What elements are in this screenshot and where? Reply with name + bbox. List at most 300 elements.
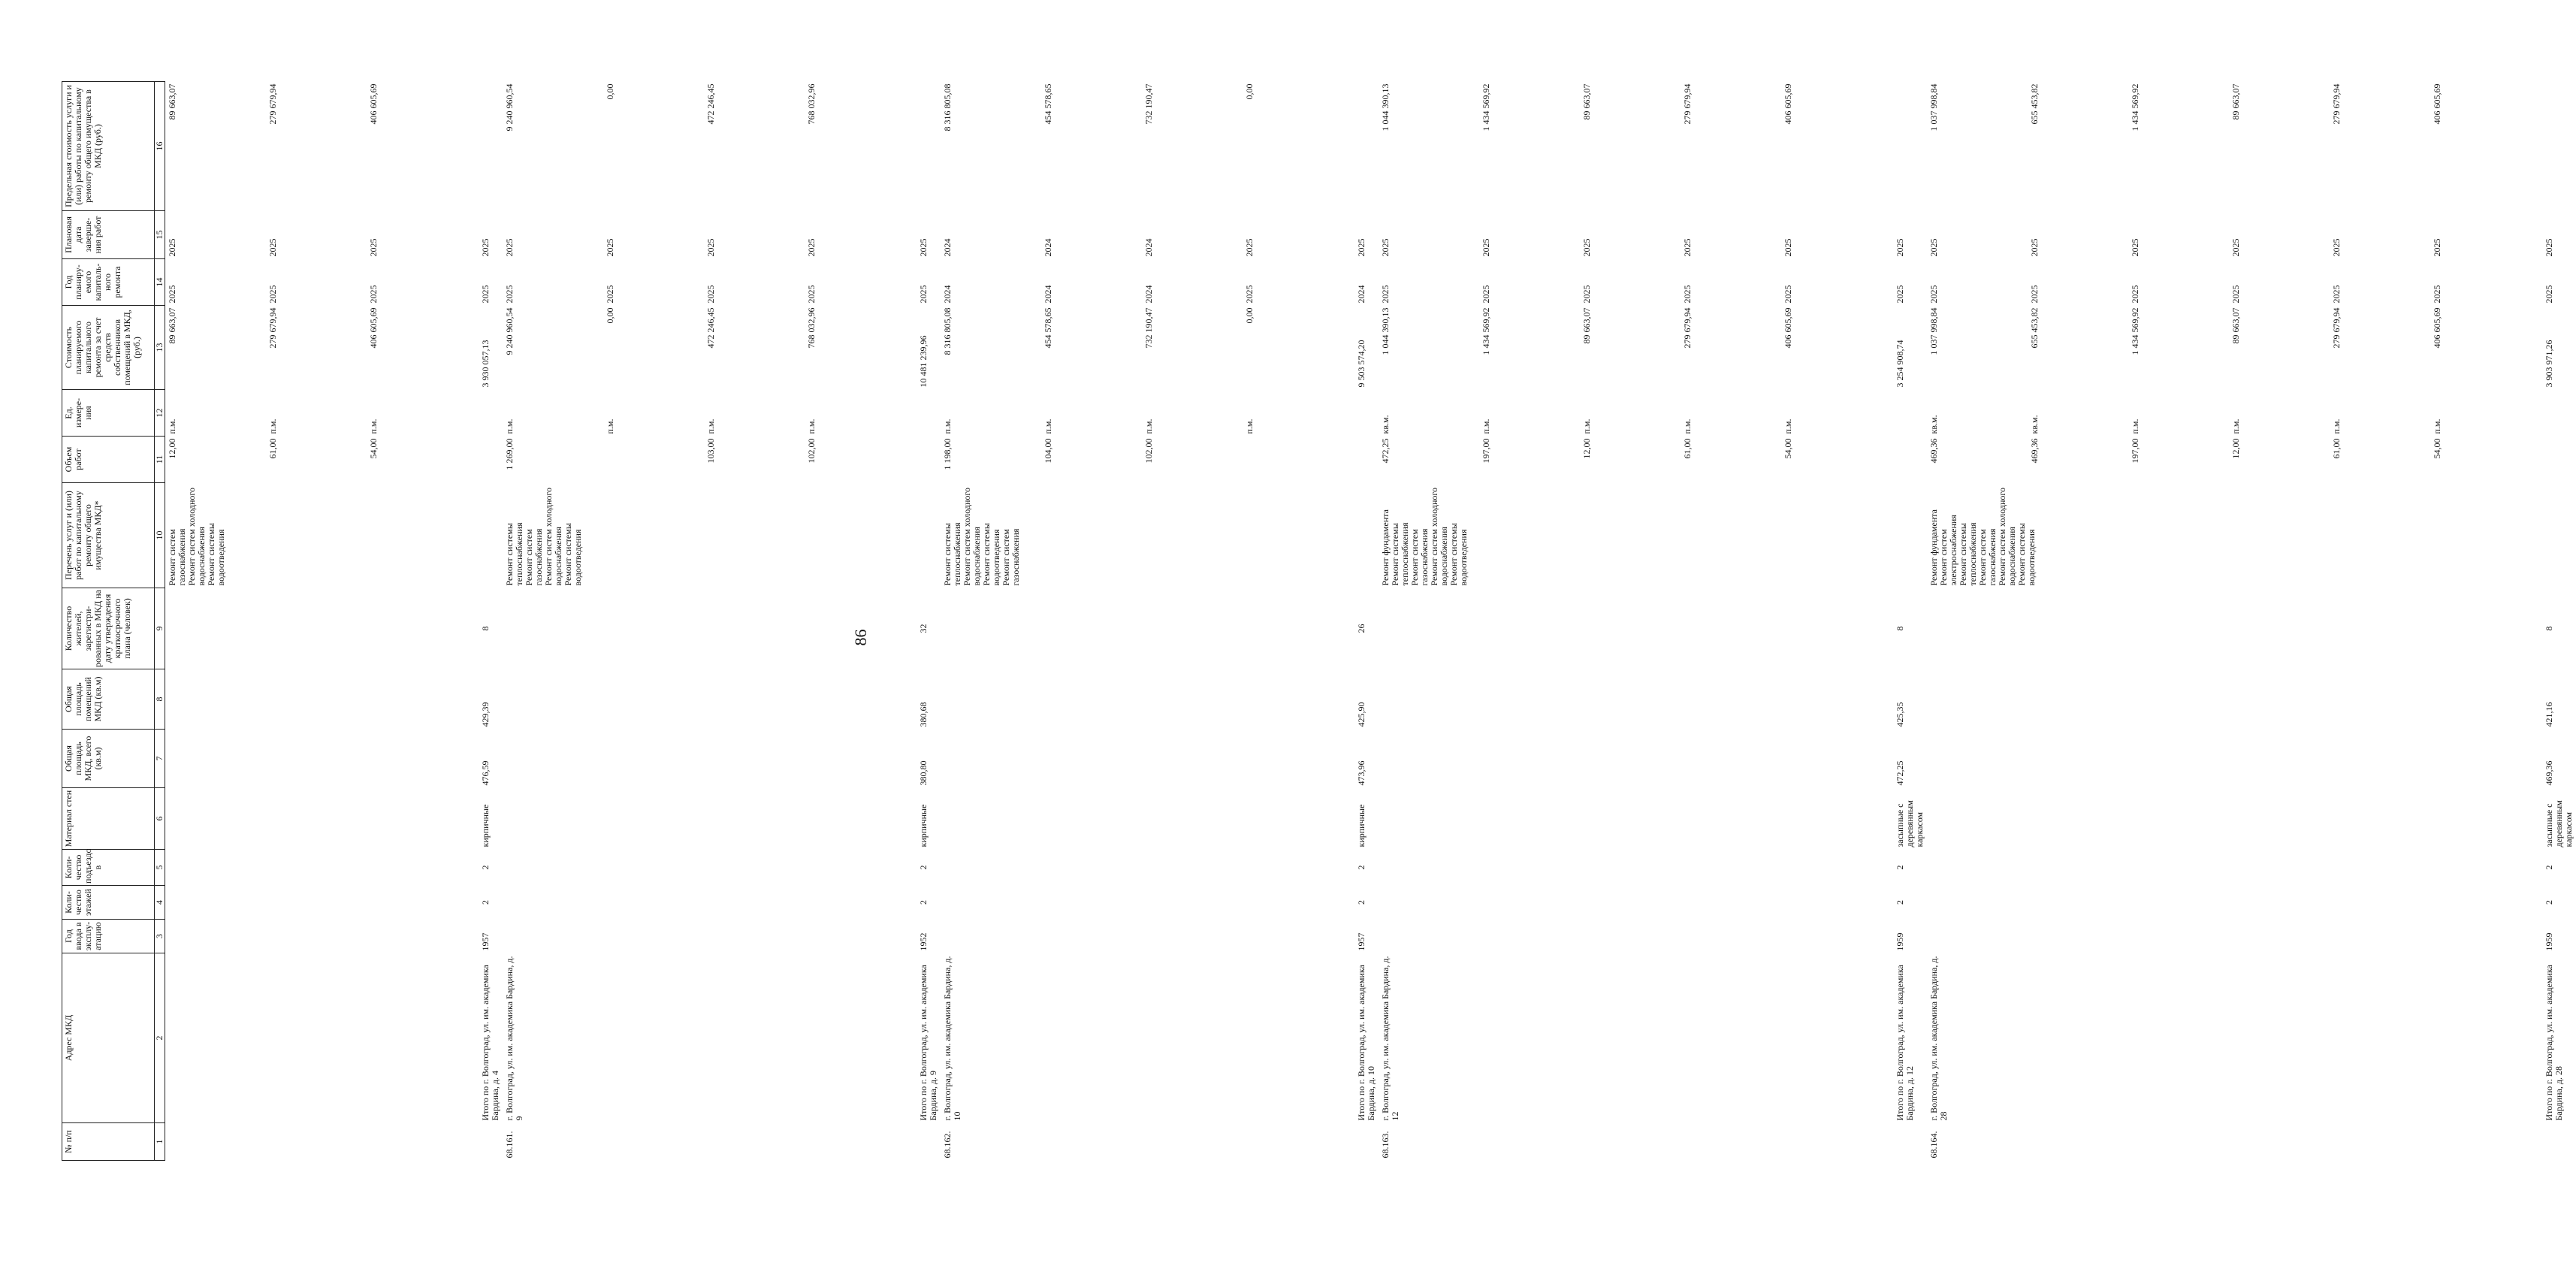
work-plan-year: 2024 (1043, 285, 1053, 304)
work-unit-column (941, 390, 1348, 437)
work-volume: 61,00 (1682, 438, 1693, 459)
empty-cell (1927, 730, 2535, 788)
empty-cell (165, 588, 473, 669)
total-address: Итого по г. Волгоград, ул. им. академика Бардина, д. 4 (480, 965, 500, 1121)
floors: 2 (2544, 900, 2554, 905)
area-rooms: 421,16 (2544, 702, 2554, 727)
works-cell (1348, 483, 1379, 588)
work-end-year: 2025 (2331, 238, 2342, 257)
work-limit-cost: 0,00 (1244, 83, 1255, 100)
work-volume: 1 269,00 (504, 438, 515, 470)
residents: 8 (480, 626, 491, 631)
work-name: Ремонт систем холодного водоснабжения (962, 487, 982, 586)
work-end-year-column (1927, 211, 2535, 259)
work-end-year: 2024 (1143, 238, 1154, 257)
plan-year: 2025 (480, 285, 491, 304)
limit-cell (910, 82, 941, 211)
work-unit-column (1927, 390, 2535, 437)
work-volume: 61,00 (267, 438, 278, 459)
work-volume: 197,00 (2130, 438, 2140, 464)
work-unit-column (503, 390, 910, 437)
empty-cell (503, 730, 910, 788)
year-built: 1957 (1356, 932, 1367, 951)
empty-cell (1379, 588, 1886, 669)
total-row (472, 82, 503, 1161)
table-body (165, 82, 2576, 1161)
work-limit-cost-column (503, 82, 910, 211)
empty-cell (1379, 920, 1886, 953)
work-plan-year: 2025 (1682, 285, 1693, 304)
col-header-area-total: Общая площадь МКД, всего (кв.м) (62, 730, 155, 788)
work-volume: 12,00 (2230, 438, 2241, 459)
work-end-year: 2025 (1682, 238, 1693, 257)
work-end-year: 2025 (2029, 238, 2040, 257)
work-cost: 89 663,07 (167, 307, 177, 344)
residents: 8 (2544, 626, 2554, 631)
work-volume: 54,00 (1783, 438, 1793, 459)
work-plan-year-column (503, 259, 910, 306)
work-end-year-column (1379, 211, 1886, 259)
building-address: г. Волгоград, ул. им. академика Бардина, д. 9 (504, 956, 524, 1121)
work-cost-column (503, 306, 910, 390)
work-unit: п.м. (504, 418, 515, 434)
empty-cell (503, 850, 910, 886)
end-year: 2025 (1356, 238, 1367, 257)
empty-cell (165, 920, 473, 953)
col-header-floors: Коли-чество этажей (62, 886, 155, 920)
col-header-cost: Стоимость планируемого капитального ремонта за счет средств собственников помещений в МКД, (руб.) (62, 306, 155, 390)
work-name: Ремонт систем холодного водоснабжения (543, 487, 563, 586)
work-cost: 279 679,94 (2331, 307, 2342, 349)
work-name: Ремонт системы водоотведения (981, 523, 1001, 586)
work-unit: п.м. (167, 418, 177, 434)
work-volume: 102,00 (1143, 438, 1154, 464)
work-name: Ремонт систем газоснабжения (1001, 528, 1021, 586)
total-cost: 3 930 057,13 (480, 340, 491, 388)
col-number: 9 (155, 588, 165, 669)
work-end-year: 2025 (1481, 238, 1491, 257)
work-limit-cost-column (941, 82, 1348, 211)
wall-material: кирпичные (1356, 804, 1367, 847)
col-header-volume: Объем работ (62, 437, 155, 483)
header-row (62, 82, 155, 1161)
work-unit: п.м. (605, 418, 615, 434)
work-volume: 104,00 (1043, 438, 1053, 464)
work-volume: 102,00 (806, 438, 817, 464)
work-limit-cost: 0,00 (605, 83, 615, 100)
work-unit: п.м. (2331, 418, 2342, 434)
work-end-year-column (503, 211, 910, 259)
work-limit-cost: 9 240 960,54 (504, 83, 515, 131)
empty-cell (165, 730, 473, 788)
total-address: Итого по г. Волгоград, ул. им. академика Бардина, д. 9 (918, 965, 938, 1121)
work-unit: кв.м. (2029, 415, 2040, 434)
col-header-limit-cost: Предельная стоимость услуги и (или) работы по капитальному ремонту общего имущества в МКД (руб.) (62, 82, 155, 211)
col-number: 6 (155, 788, 165, 850)
plan-year: 2025 (918, 285, 929, 304)
empty-cell (1927, 788, 2535, 850)
work-limit-cost: 89 663,07 (1581, 83, 1592, 120)
empty-cell (1379, 886, 1886, 920)
work-cost-column (165, 306, 473, 390)
empty-cell (503, 920, 910, 953)
col-number: 16 (155, 82, 165, 211)
col-header-plan-year: Год планиру-емого капиталь-ного ремонта (62, 259, 155, 306)
work-name-column (503, 483, 910, 588)
work-unit: п.м. (1043, 418, 1053, 434)
work-volume: 469,36 (2029, 438, 2040, 464)
work-volume (1245, 439, 1345, 481)
work-plan-year: 2024 (1143, 285, 1154, 304)
work-unit: п.м. (2130, 418, 2140, 434)
work-end-year: 2025 (705, 238, 716, 257)
total-address: Итого по г. Волгоград, ул. им. академика Бардина, д. 12 (1895, 965, 1915, 1121)
work-cost-column (1379, 306, 1886, 390)
row-num-cell (910, 1123, 941, 1161)
work-volume (605, 439, 706, 481)
work-cost: 1 434 569,92 (1481, 307, 1491, 355)
building-address: г. Волгоград, ул. им. академика Бардина, д. 10 (942, 956, 962, 1121)
work-limit-cost-column (1379, 82, 1886, 211)
work-limit-cost: 89 663,07 (2230, 83, 2241, 120)
work-name: Ремонт системы водоотведения (2016, 523, 2037, 586)
total-row (1886, 82, 1927, 1161)
work-end-year: 2025 (605, 238, 615, 257)
work-limit-cost: 279 679,94 (267, 83, 278, 125)
work-end-year: 2025 (167, 238, 177, 257)
work-unit: п.м. (942, 418, 953, 434)
work-limit-cost: 1 434 569,92 (2130, 83, 2140, 131)
work-limit-cost: 1 434 569,92 (1481, 83, 1491, 131)
col-header-walls: Материал стен (62, 788, 155, 850)
work-unit: кв.м. (1928, 415, 1939, 434)
col-header-end-date: Плановая дата заверше-ния работ (62, 211, 155, 259)
work-volume-column (1379, 437, 1886, 483)
empty-cell (1927, 669, 2535, 730)
floors: 2 (918, 900, 929, 905)
work-limit-cost: 89 663,07 (167, 83, 177, 120)
limit-cell (1886, 82, 1927, 211)
work-end-year: 2025 (267, 238, 278, 257)
col-number: 11 (155, 437, 165, 483)
limit-cell (1348, 82, 1379, 211)
area-rooms: 429,39 (480, 702, 491, 727)
col-number: 10 (155, 483, 165, 588)
page-number: 86 (851, 629, 870, 646)
work-name: Ремонт систем газоснабжения (1977, 528, 1998, 586)
empty-cell (1379, 788, 1886, 850)
work-name: Ремонт системы теплоснабжения (942, 522, 962, 586)
work-end-year: 2025 (806, 238, 817, 257)
work-name-column (1927, 483, 2535, 588)
year-built: 1959 (1895, 932, 1905, 951)
work-end-year: 2025 (368, 238, 379, 257)
col-number: 15 (155, 211, 165, 259)
work-volume: 12,00 (167, 438, 177, 459)
empty-cell (165, 850, 473, 886)
work-plan-year-column (165, 259, 473, 306)
col-header-area-rooms: Общая площадь помещений МКД (кв.м) (62, 669, 155, 730)
work-limit-cost: 768 032,96 (806, 83, 817, 125)
work-plan-year: 2025 (1581, 285, 1592, 304)
work-plan-year: 2025 (1481, 285, 1491, 304)
work-plan-year: 2025 (368, 285, 379, 304)
total-row (910, 82, 941, 1161)
work-volume-column (941, 437, 1348, 483)
work-limit-cost: 8 316 805,08 (942, 83, 953, 131)
work-unit: п.м. (1783, 418, 1793, 434)
unit-cell (472, 390, 503, 437)
end-year: 2025 (918, 238, 929, 257)
work-plan-year: 2025 (705, 285, 716, 304)
col-number: 2 (155, 953, 165, 1123)
year-built: 1952 (918, 932, 929, 951)
work-cost: 655 453,82 (2029, 307, 2040, 349)
work-name: Ремонт фундамента (1928, 509, 1939, 586)
building-row (165, 82, 473, 1161)
work-cost: 732 190,47 (1143, 307, 1154, 349)
repair-plan-table (62, 81, 2576, 1161)
col-header-num: № п/п (62, 1123, 155, 1161)
unit-cell (1886, 390, 1927, 437)
work-cost: 768 032,96 (806, 307, 817, 349)
work-cost: 8 316 805,08 (942, 307, 953, 355)
row-num-cell (2535, 1123, 2576, 1161)
work-unit: п.м. (2432, 418, 2442, 434)
col-header-residents: Количество жителей, зарегистри-рованных в МКД на дату утверждения краткосрочного плана (человек) (62, 588, 155, 669)
work-unit: п.м. (1581, 418, 1592, 434)
empty-cell (1927, 886, 2535, 920)
row-number: 68.162. (942, 1131, 953, 1159)
work-unit: п.м. (2230, 418, 2241, 434)
residents: 26 (1356, 624, 1367, 633)
volume-cell (2535, 437, 2576, 483)
work-volume: 472,25 (1380, 438, 1391, 464)
work-unit: п.м. (368, 418, 379, 434)
entrances: 2 (1895, 865, 1905, 870)
plan-year: 2025 (2544, 285, 2554, 304)
row-number (165, 1123, 473, 1161)
work-unit: п.м. (1143, 418, 1154, 434)
empty-cell (941, 730, 1348, 788)
work-limit-cost: 472 246,45 (705, 83, 716, 125)
work-cost: 0,00 (605, 307, 615, 324)
work-cost: 1 037 998,84 (1928, 307, 1939, 355)
work-plan-year: 2025 (1380, 285, 1391, 304)
work-plan-year: 2025 (1244, 285, 1255, 304)
empty-cell (165, 669, 473, 730)
work-end-year-column (165, 211, 473, 259)
empty-cell (1927, 850, 2535, 886)
unit-cell (910, 390, 941, 437)
work-volume-column (1927, 437, 2535, 483)
residents: 32 (918, 624, 929, 633)
residents: 8 (1895, 626, 1905, 631)
work-limit-cost-column (1927, 82, 2535, 211)
work-limit-cost: 655 453,82 (2029, 83, 2040, 125)
empty-cell (941, 920, 1348, 953)
area-total: 472,25 (1895, 760, 1905, 786)
work-name: Ремонт систем газоснабжения (167, 528, 187, 586)
total-cost: 9 503 574,20 (1356, 340, 1367, 388)
col-number: 7 (155, 730, 165, 788)
area-total: 473,96 (1356, 760, 1367, 786)
work-limit-cost: 1 037 998,84 (1928, 83, 1939, 131)
work-name: Ремонт систем электроснабжения (1938, 515, 1958, 586)
total-address: Итого по г. Волгоград, ул. им. академика Бардина, д. 10 (1356, 965, 1376, 1121)
col-header-entrances: Коли-чество подъездо в (62, 850, 155, 886)
work-limit-cost: 279 679,94 (1682, 83, 1693, 125)
empty-cell (503, 588, 910, 669)
empty-cell (941, 588, 1348, 669)
work-volume: 197,00 (1481, 438, 1491, 464)
work-plan-year: 2024 (942, 285, 953, 304)
empty-cell (1379, 730, 1886, 788)
area-total: 469,36 (2544, 760, 2554, 786)
work-unit-column (165, 390, 473, 437)
wall-material: засыпные с деревянным каркасом (1895, 800, 1925, 847)
floors: 2 (1895, 900, 1905, 905)
floors: 2 (1356, 900, 1367, 905)
empty-cell (941, 788, 1348, 850)
work-cost: 9 240 960,54 (504, 307, 515, 355)
work-unit: п.м. (267, 418, 278, 434)
row-number: 68.164. (1928, 1131, 1939, 1159)
work-name: Ремонт систем газоснабжения (1409, 528, 1430, 586)
col-number: 14 (155, 259, 165, 306)
wall-material: засыпные с деревянным каркасом (2544, 800, 2574, 847)
unit-cell (1348, 390, 1379, 437)
area-rooms: 380,68 (918, 702, 929, 727)
work-unit: п.м. (705, 418, 716, 434)
end-year: 2025 (2544, 238, 2554, 257)
col-header-unit: Ед. измере-ния (62, 390, 155, 437)
col-header-address: Адрес МКД (62, 953, 155, 1123)
work-cost: 279 679,94 (1682, 307, 1693, 349)
work-plan-year: 2025 (806, 285, 817, 304)
work-plan-year: 2025 (2432, 285, 2442, 304)
work-name: Ремонт системы водоотведения (563, 523, 583, 586)
work-limit-cost: 279 679,94 (2331, 83, 2342, 125)
work-cost: 1 044 390,13 (1380, 307, 1391, 355)
wall-material: кирпичные (918, 804, 929, 847)
limit-cell (472, 82, 503, 211)
area-rooms: 425,35 (1895, 702, 1905, 727)
end-year: 2025 (480, 238, 491, 257)
empty-cell (165, 886, 473, 920)
works-cell (472, 483, 503, 588)
work-cost: 279 679,94 (267, 307, 278, 349)
col-number: 5 (155, 850, 165, 886)
building-row (1927, 82, 2535, 1161)
work-end-year: 2025 (2230, 238, 2241, 257)
work-volume: 1 198,00 (942, 438, 953, 470)
total-row (2535, 82, 2576, 1161)
empty-cell (165, 788, 473, 850)
plan-year: 2025 (1895, 285, 1905, 304)
work-unit: п.м. (1682, 418, 1693, 434)
work-volume: 12,00 (1581, 438, 1592, 459)
work-plan-year: 2025 (1928, 285, 1939, 304)
entrances: 2 (480, 865, 491, 870)
entrances: 2 (918, 865, 929, 870)
total-cost: 10 481 239,96 (918, 335, 929, 388)
empty-cell (941, 850, 1348, 886)
col-number: 8 (155, 669, 165, 730)
work-limit-cost: 406 605,69 (368, 83, 379, 125)
work-end-year: 2025 (1783, 238, 1793, 257)
empty-cell (503, 669, 910, 730)
work-end-year: 2025 (1380, 238, 1391, 257)
work-end-year: 2025 (504, 238, 515, 257)
building-address: г. Волгоград, ул. им. академика Бардина, д. 28 (1928, 956, 1949, 1121)
total-row (1348, 82, 1379, 1161)
work-name: Ремонт систем холодного водоснабжения (1997, 487, 2017, 586)
row-number: 68.163. (1380, 1131, 1391, 1159)
work-name-column (941, 483, 1348, 588)
work-plan-year-column (1379, 259, 1886, 306)
work-volume: 61,00 (2331, 438, 2342, 459)
work-plan-year-column (941, 259, 1348, 306)
empty-cell (503, 886, 910, 920)
work-name: Ремонт системы теплоснабжения (504, 522, 524, 586)
work-name: Ремонт фундамента (1380, 509, 1391, 586)
empty-cell (1927, 588, 2535, 669)
entrances: 2 (1356, 865, 1367, 870)
empty-cell (941, 669, 1348, 730)
col-number: 12 (155, 390, 165, 437)
works-cell (1886, 483, 1927, 588)
work-end-year: 2025 (2130, 238, 2140, 257)
work-cost: 0,00 (1244, 307, 1255, 324)
work-end-year: 2025 (1581, 238, 1592, 257)
work-cost: 1 434 569,92 (2130, 307, 2140, 355)
work-limit-cost: 1 044 390,13 (1380, 83, 1391, 131)
area-rooms: 425,90 (1356, 702, 1367, 727)
empty-cell (1379, 850, 1886, 886)
work-cost: 89 663,07 (1581, 307, 1592, 344)
row-num-cell (1886, 1123, 1927, 1161)
row-num-cell (1348, 1123, 1379, 1161)
work-cost-column (941, 306, 1348, 390)
volume-cell (910, 437, 941, 483)
unit-cell (2535, 390, 2576, 437)
work-end-year: 2024 (1043, 238, 1053, 257)
work-end-year: 2024 (942, 238, 953, 257)
work-unit: п.м. (1481, 418, 1491, 434)
work-name: Ремонт системы водоотведения (1448, 523, 1469, 586)
work-volume: 469,36 (1928, 438, 1939, 464)
empty-cell (1927, 920, 2535, 953)
work-name-column (165, 483, 473, 588)
work-volume: 103,00 (705, 438, 716, 464)
row-num-cell (472, 1123, 503, 1161)
work-cost-column (1927, 306, 2535, 390)
work-plan-year: 2025 (1783, 285, 1793, 304)
work-unit: п.м. (806, 418, 817, 434)
work-plan-year: 2025 (2331, 285, 2342, 304)
building-address: г. Волгоград, ул. им. академика Бардина, д. 12 (1380, 956, 1400, 1121)
work-name-column (1379, 483, 1886, 588)
work-limit-cost: 406 605,69 (1783, 83, 1793, 125)
work-volume-column (503, 437, 910, 483)
work-unit-column (1379, 390, 1886, 437)
work-plan-year: 2025 (267, 285, 278, 304)
entrances: 2 (2544, 865, 2554, 870)
total-address: Итого по г. Волгоград, ул. им. академика Бардина, д. 28 (2544, 965, 2564, 1121)
work-unit: кв.м. (1380, 415, 1391, 434)
work-limit-cost: 406 605,69 (2432, 83, 2442, 125)
